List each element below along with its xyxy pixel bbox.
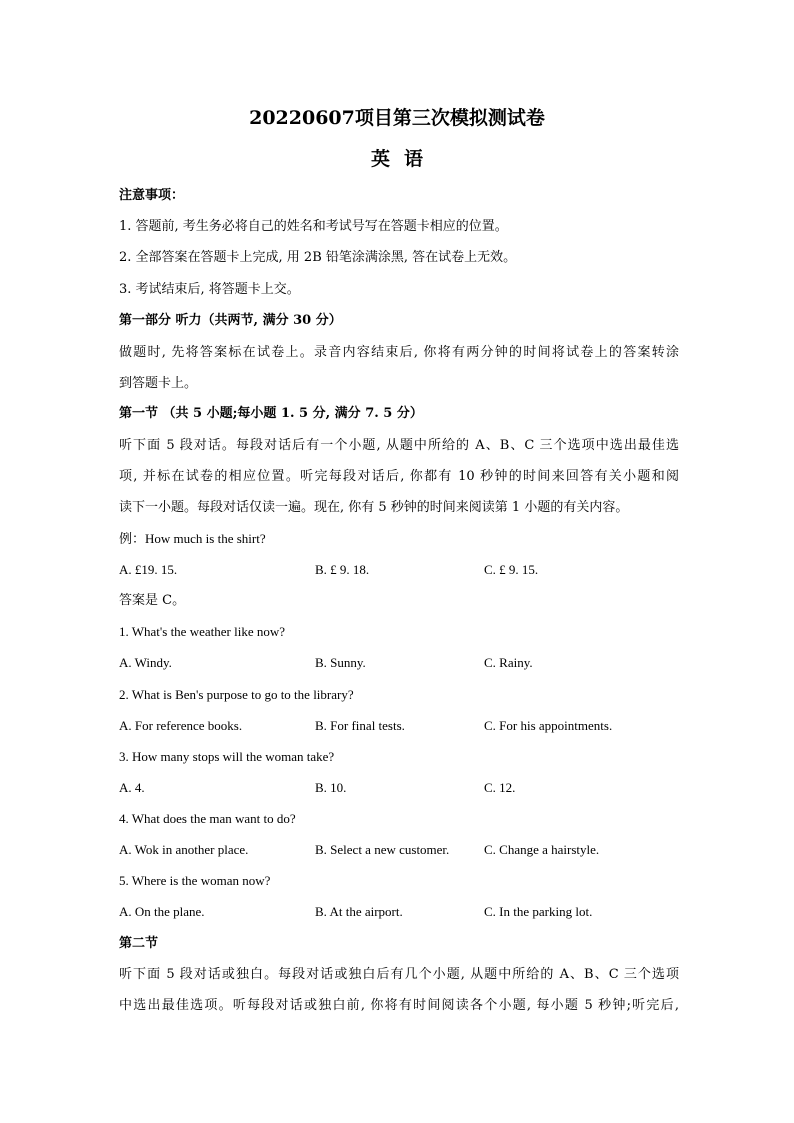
option-b: B. For final tests. [315,718,405,733]
question-text: 1. What's the weather like now? [119,624,285,639]
section1-heading: 第一节 （共 5 小题;每小题 1. 5 分, 满分 7. 5 分） [119,406,423,421]
option-a: A. 4. [119,780,145,795]
example-option-c: C. £ 9. 15. [484,562,539,577]
section1-intro-line: 读下一小题。每段对话仅读一遍。现在, 你有 5 秒钟的时间来阅读第 1 小题的有关内容。 [119,500,629,515]
option-b: B. 10. [315,780,347,795]
example-answer: 答案是 C。 [119,593,186,608]
option-c: C. 12. [484,780,516,795]
option-c: C. For his appointments. [484,718,613,733]
part1-intro-line: 做题时, 先将答案标在试卷上。录音内容结束后, 你将有两分钟的时间将试卷上的答案转涂 [119,345,679,360]
section2-heading: 第二节 [119,936,159,951]
part1-heading: 第一部分 听力（共两节, 满分 30 分） [119,313,342,328]
option-c: C. Rainy. [484,655,533,670]
option-b: B. Select a new customer. [315,842,450,857]
example-question: 例：How much is the shirt? [119,531,266,546]
notice-heading: 注意事项： [119,188,185,203]
question-text: 5. Where is the woman now? [119,873,271,888]
section2-intro-line: 中选出最佳选项。听每段对话或独白前, 你将有时间阅读各个小题, 每小题 5 秒钟;听完后, [119,998,679,1013]
example-option-a: A. £19. 15. [119,562,178,577]
example-option-b: B. £ 9. 18. [315,562,370,577]
option-a: A. Windy. [119,655,172,670]
option-a: A. For reference books. [119,718,243,733]
option-c: C. In the parking lot. [484,904,593,919]
question-text: 4. What does the man want to do? [119,811,296,826]
option-b: B. Sunny. [315,655,366,670]
notice-item: 2. 全部答案在答题卡上完成, 用 2B 铅笔涂满涂黑, 答在试卷上无效。 [119,250,517,265]
option-c: C. Change a hairstyle. [484,842,600,857]
exam-title: 20220607项目第三次模拟测试卷 [249,107,545,129]
subject-title: 英语 [370,148,437,170]
question-text: 3. How many stops will the woman take? [119,749,335,764]
section2-intro-line: 听下面 5 段对话或独白。每段对话或独白后有几个小题, 从题中所给的 A、B、C 三个选项 [119,967,679,982]
part1-intro-line: 到答题卡上。 [119,376,198,391]
notice-item: 1. 答题前, 考生务必将自己的姓名和考试号写在答题卡相应的位置。 [119,219,508,234]
notice-item: 3. 考试结束后, 将答题卡上交。 [119,282,300,297]
option-a: A. Wok in another place. [119,842,249,857]
question-text: 2. What is Ben's purpose to go to the library? [119,687,354,702]
section1-intro-line: 听下面 5 段对话。每段对话后有一个小题, 从题中所给的 A、B、C 三个选项中选出最佳选 [119,438,679,453]
option-b: B. At the airport. [315,904,403,919]
option-a: A. On the plane. [119,904,205,919]
section1-intro-line: 项, 并标在试卷的相应位置。听完每段对话后, 你都有 10 秒钟的时间来回答有关小题和阅 [119,469,679,484]
